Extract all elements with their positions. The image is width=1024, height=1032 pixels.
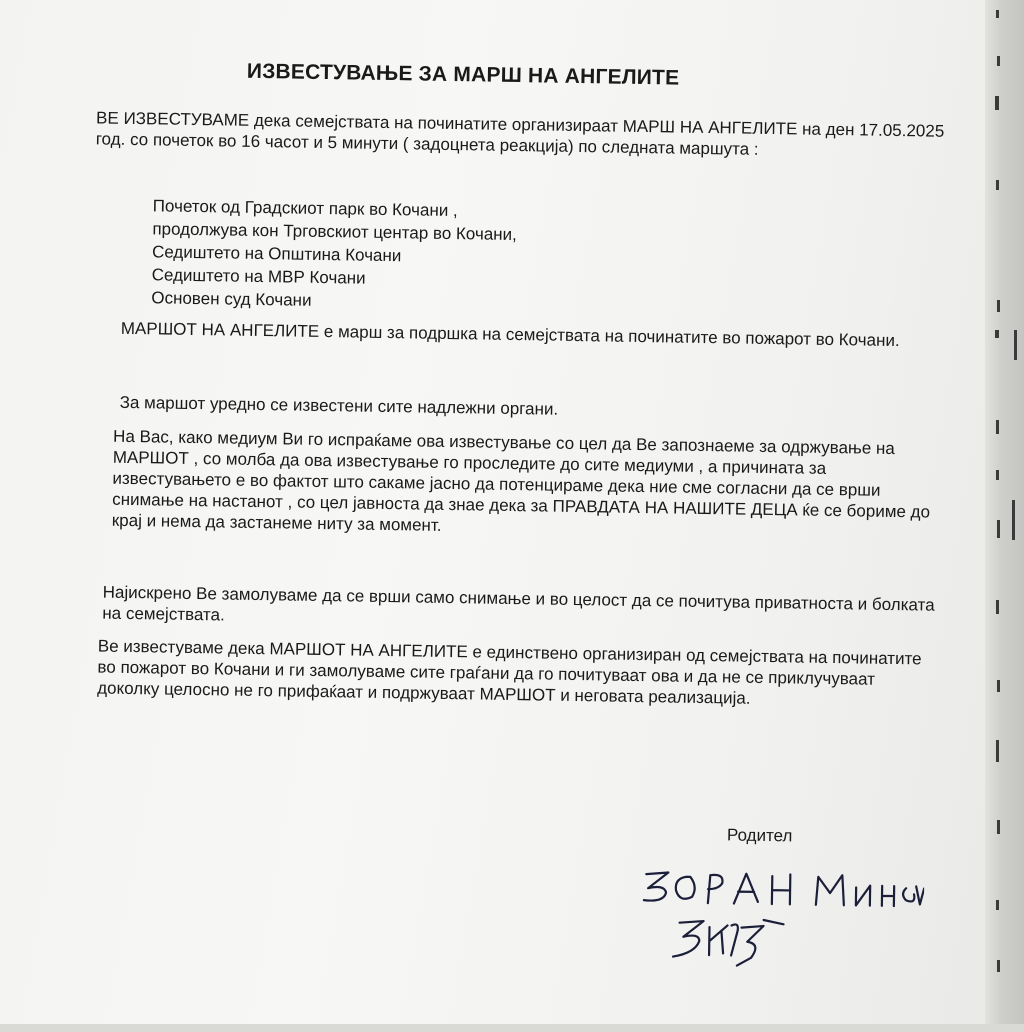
- signer-role: Родител: [726, 825, 793, 846]
- paragraph-organizers: Ве известуваме дека МАРШОТ НА АНГЕЛИТЕ е единствено организиран од семејствата на починатите во пожарот во Кочани и ги замолуваме сите граѓани да го почитуваат ова и да не се приклучуваат доколку целосно не го прифаќаат и подржуваат МАРШОТ и неговата реализација.: [97, 636, 922, 708]
- route-item: продолжува кон Трговскиот центар во Кочани,: [152, 219, 518, 245]
- route-item: Седиштето на МВР Кочани: [151, 265, 366, 288]
- route-list: [151, 194, 517, 315]
- paragraph-authorities: За маршот уредно се известени сите надлежни органи.: [119, 392, 559, 419]
- route-item: Седиштето на Општина Кочани: [151, 242, 402, 266]
- intro-paragraph: ВЕ ИЗВЕСТУВАМЕ дека семејствата на починатите организираат МАРШ НА АНГЕЛИТЕ на ден 17.05.2025 год. со почеток во 16 часот и 5 минути ( задоцнета реакција) по следната маршута :: [95, 108, 945, 159]
- paragraph-media-request: На Вас, како медиум Ви го испраќаме ова известување со цел да Ве запознаеме за одржување на МАРШОТ , со молба да ова известување го проследите до сите медиуми , а причината за известувањето е во фактот што сакаме јасно да потенцираме дека ние сме согласни да се врши снимање на настанот , со цел јавноста да знае дека за ПРАВДАТА НА НАШИТЕ ДЕЦА ќе се бориме до крај и нема да застанеме ниту за момент.: [111, 426, 931, 535]
- handwritten-signature: [633, 860, 925, 975]
- document-title: ИЗВЕСТУВАЊЕ ЗА МАРШ НА АНГЕЛИТЕ: [246, 59, 680, 90]
- route-item: Основен суд Кочани: [151, 288, 312, 310]
- paragraph-privacy: Најискрено Ве замолуваме да се врши само снимање и во целост да се почитува приватноста и болката на семејствата.: [102, 582, 935, 625]
- route-item: Почеток од Градскиот парк во Кочани ,: [152, 196, 458, 221]
- paragraph-purpose: МАРШОТ НА АНГЕЛИТЕ е марш за подршка на семејствата на починатите во пожарот во Кочани.: [120, 318, 900, 351]
